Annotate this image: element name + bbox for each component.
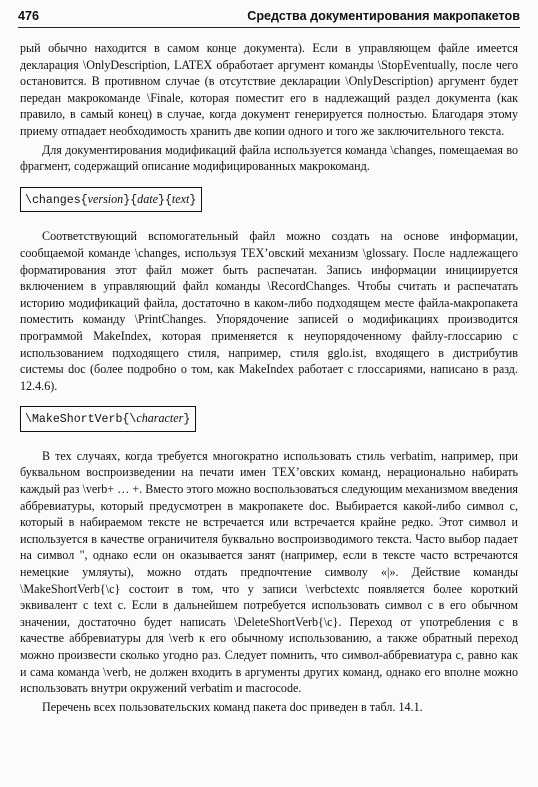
page-body bbox=[20, 40, 518, 715]
running-header bbox=[18, 9, 520, 28]
syntax-end: } bbox=[189, 193, 197, 207]
syntax-box-makeshortverb bbox=[20, 406, 196, 432]
syntax-arg: text bbox=[171, 191, 190, 206]
running-title: Средства документирования макропакетов bbox=[247, 9, 520, 23]
paragraph: Для документирования модификаций файла используется команда \changes, помещаемая во фрагмент, содержащий описание модифицированных макрокоманд. bbox=[20, 142, 518, 174]
syntax-box-makeshortverb-wrap bbox=[20, 406, 518, 432]
paragraph: рый обычно находится в самом конце документа). Если в управляющем файле имеется декларация \OnlyDescription, LATEX обработает аргумент команды \StopEventually, после чего остановится. В противном случае (в отсутствие декларации \OnlyDescription) аргумент будет передан макрокоманде \Finale, которая поместит его в надлежащий раздел документа (как правило, в самый конец) в случае, когда документ генерируется полностью. Благодаря этому приему отпадает необходимость хранить две копии одного и того же заключительного текста. bbox=[20, 41, 518, 138]
syntax-arg: version bbox=[87, 191, 124, 206]
syntax-box-changes-wrap bbox=[20, 187, 518, 213]
syntax-end: } bbox=[183, 413, 191, 427]
syntax-sep: }{ bbox=[123, 193, 138, 207]
syntax-command: \changes{ bbox=[25, 193, 88, 207]
syntax-command: \MakeShortVerb{\ bbox=[25, 413, 137, 427]
paragraph: В тех случаях, когда требуется многократно использовать стиль verbatim, например, при буквальном воспроизведении на печати имен TEX’овских команд, нерационально набирать каждый раз \verb+ … +. Вместо этого можно воспользоваться следующим механизмом введения аббревиатуры, который предусмотрен в макропакете doc. Выбирается какой-либо символ c, который в набираемом тексте не встречается или встречается крайне редко. Этот символ и используется в качестве ограничителя буквально воспроизводимого текста. Часто выбор падает на символ ", однако если он оказывается занят (например, если в тексте часто встречаются немецкие умляуты), можно отдать предпочтение символу «|». Действие команды \MakeShortVerb{\c} состоит в том, что у записи \verbctextc появляется более короткий эквивалент c text c. Если в дальнейшем потребуется использовать символ c в его обычном значении, достаточно будет написать \DeleteShortVerb{\c}. Переход от употребления c в качестве аббревиатуры для \verb к его обычному использованию, а также обратный переход можно произвести сколько угодно раз. Следует помнить, что символ-аббревиатура c, равно как и сама команда \verb, не должен входить в аргументы других команд, однако его вполне можно использовать внутри окружений verbatim и macrocode. bbox=[20, 448, 518, 696]
page-number: 476 bbox=[18, 9, 40, 23]
syntax-box-changes bbox=[20, 187, 202, 213]
paragraph: Перечень всех пользовательских команд пакета doc приведен в табл. 14.1. bbox=[42, 699, 423, 714]
paragraph: Соответствующий вспомогательный файл можно создать на основе информации, сообщаемой команде \changes, используя TEX’овский механизм \glossary. После надлежащего форматирования этот файл может быть распечатан. Запись информации инициируется включением в управляющий файл команды \RecordChanges. Чтобы считать и распечатать историю модификаций файла, достаточно в каком-либо подходящем месте файла-макропакета поместить команду \PrintChanges. Упорядочение записей о модификациях производится программой MakeIndex, которая применяется к неупорядоченному файлу-глоссарию с использованием подходящего стиля, например, стиля gglo.ist, входящего в дистрибутив системы doc (более подробно о том, как MakeIndex работает с глоссариями, написано в разд. 12.4.6). bbox=[20, 229, 518, 393]
syntax-arg: date bbox=[137, 191, 158, 206]
syntax-arg: character bbox=[136, 411, 184, 426]
syntax-sep: }{ bbox=[157, 193, 172, 207]
